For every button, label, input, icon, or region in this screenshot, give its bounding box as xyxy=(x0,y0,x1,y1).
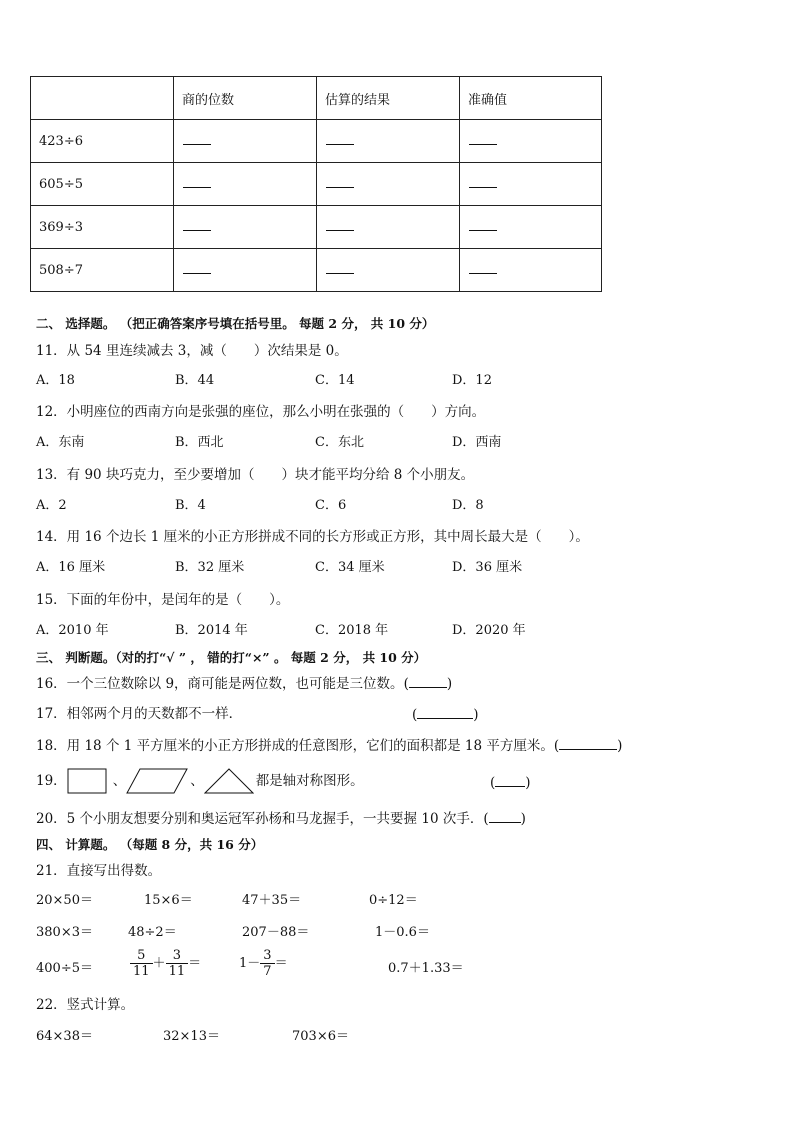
answer-blank[interactable] xyxy=(183,219,211,231)
calc-item: 0.7＋1.33＝ xyxy=(388,961,464,976)
denominator: 11 xyxy=(133,964,150,979)
answer-blank-cell[interactable] xyxy=(460,249,602,292)
calc-item: 400÷5＝ xyxy=(36,961,93,976)
operand: 1－ xyxy=(239,955,261,971)
option-a[interactable]: A．18 xyxy=(36,373,75,388)
answer-blank[interactable] xyxy=(326,262,354,274)
answer-blank-cell[interactable] xyxy=(317,206,460,249)
rectangle-shape-icon xyxy=(67,768,107,794)
answer-blank-cell[interactable] xyxy=(460,206,602,249)
equals: ＝ xyxy=(188,955,202,971)
calc-item: 32×13＝ xyxy=(163,1029,220,1044)
fraction-diff-expression xyxy=(239,948,288,979)
answer-blank-cell[interactable] xyxy=(317,120,460,163)
question-13: 13．有 90 块巧克力，至少要增加（ ）块才能平均分给 8 个小朋友。 xyxy=(36,467,475,483)
table-header-cell: 准确值 xyxy=(460,77,602,120)
numerator: 3 xyxy=(172,948,181,963)
answer-blank[interactable] xyxy=(183,262,211,274)
option-c[interactable]: C．14 xyxy=(315,373,355,388)
option-a[interactable]: A．2010 年 xyxy=(36,623,109,638)
paren-open: ( xyxy=(403,676,409,692)
calc-item: 703×6＝ xyxy=(292,1029,349,1044)
answer-blank[interactable] xyxy=(469,176,497,188)
answer-blank-cell[interactable] xyxy=(317,249,460,292)
answer-blank[interactable] xyxy=(495,773,525,787)
section-4-heading: 四、 计算题。 （每题 8 分，共 16 分） xyxy=(36,837,264,852)
fraction xyxy=(166,948,189,979)
question-11: 11．从 54 里连续减去 3，减（ ）次结果是 0。 xyxy=(36,343,348,359)
option-b[interactable]: B．32 厘米 xyxy=(175,560,245,575)
table-row xyxy=(31,120,602,163)
calc-item: 207－88＝ xyxy=(242,925,310,940)
paren-open: ( xyxy=(412,707,418,723)
option-c[interactable]: C．34 厘米 xyxy=(315,560,385,575)
table-expr-cell: 605÷5 xyxy=(31,163,174,206)
question-20-text: 20．5 个小朋友想要分别和奥运冠军孙杨和马龙握手，一共要握 10 次手． xyxy=(36,811,484,827)
option-c[interactable]: C．6 xyxy=(315,498,347,513)
table-row xyxy=(31,206,602,249)
option-d[interactable]: D．12 xyxy=(452,373,492,388)
fraction xyxy=(260,948,274,979)
fraction-sum-expression xyxy=(130,948,201,979)
table-row xyxy=(31,163,602,206)
calc-item: 48÷2＝ xyxy=(128,925,177,940)
paren-open: ( xyxy=(553,738,560,754)
question-22: 22．竖式计算。 xyxy=(36,997,135,1013)
table-header-cell: 估算的结果 xyxy=(317,77,460,120)
triangle-shape-icon xyxy=(204,768,254,794)
calc-item: 64×38＝ xyxy=(36,1029,93,1044)
question-12: 12．小明座位的西南方向是张强的座位，那么小明在张强的（ ）方向。 xyxy=(36,404,486,420)
answer-blank-cell[interactable] xyxy=(174,249,317,292)
table-header-cell: 商的位数 xyxy=(174,77,317,120)
answer-blank[interactable] xyxy=(326,219,354,231)
question-14: 14．用 16 个边长 1 厘米的小正方形拼成不同的长方形或正方形，其中周长最大是（ ）。 xyxy=(36,529,589,545)
paren-close: ) xyxy=(473,707,479,723)
paren-open: ( xyxy=(483,811,489,827)
calc-item: 1－0.6＝ xyxy=(375,925,430,940)
operator: ＋ xyxy=(152,955,166,971)
paren-close: ) xyxy=(520,811,526,827)
option-b[interactable]: B．西北 xyxy=(175,435,224,450)
question-17-answer xyxy=(412,705,479,724)
table-expr-cell: 423÷6 xyxy=(31,120,174,163)
question-19-text: 都是轴对称图形。 xyxy=(255,773,364,789)
answer-blank-cell[interactable] xyxy=(174,163,317,206)
option-b[interactable]: B．2014 年 xyxy=(175,623,248,638)
option-d[interactable]: D．36 厘米 xyxy=(452,560,523,575)
table-row xyxy=(31,249,602,292)
question-16-text: 16．一个三位数除以 9，商可能是两位数，也可能是三位数。 xyxy=(36,676,404,692)
paren-close: ) xyxy=(525,775,531,791)
option-d[interactable]: D．8 xyxy=(452,498,484,513)
question-17: 17．相邻两个月的天数都不一样． xyxy=(36,706,243,722)
option-c[interactable]: C．东北 xyxy=(315,435,364,450)
option-d[interactable]: D．西南 xyxy=(452,435,502,450)
paren-close: ) xyxy=(446,676,453,692)
calc-item: 47＋35＝ xyxy=(242,893,302,908)
calc-item: 380×3＝ xyxy=(36,925,93,940)
table-header-row xyxy=(31,77,602,120)
calc-item: 20×50＝ xyxy=(36,893,93,908)
paren-open: ( xyxy=(490,775,496,791)
answer-blank-cell[interactable] xyxy=(174,206,317,249)
question-15: 15．下面的年份中，是闰年的是（ ）。 xyxy=(36,592,290,608)
answer-blank[interactable] xyxy=(469,219,497,231)
question-19-answer xyxy=(490,773,531,792)
answer-blank[interactable] xyxy=(183,133,211,145)
separator: 、 xyxy=(190,773,204,789)
answer-blank-cell[interactable] xyxy=(460,120,602,163)
denominator: 7 xyxy=(263,964,272,979)
answer-blank[interactable] xyxy=(417,705,473,719)
option-a[interactable]: A．东南 xyxy=(36,435,85,450)
answer-blank[interactable] xyxy=(409,674,447,688)
question-19-number: 19． xyxy=(36,773,67,789)
answer-blank[interactable] xyxy=(469,133,497,145)
answer-blank[interactable] xyxy=(326,133,354,145)
answer-blank[interactable] xyxy=(183,176,211,188)
fraction xyxy=(130,948,153,979)
denominator: 11 xyxy=(168,964,186,979)
option-c[interactable]: C．2018 年 xyxy=(315,623,389,638)
answer-blank[interactable] xyxy=(326,176,354,188)
question-18 xyxy=(36,736,622,755)
answer-blank[interactable] xyxy=(559,736,617,750)
question-16 xyxy=(36,674,452,693)
option-b[interactable]: B．44 xyxy=(175,373,215,388)
numerator: 5 xyxy=(137,948,146,963)
separator: 、 xyxy=(112,773,127,789)
numerator: 3 xyxy=(263,948,272,963)
table-expr-cell: 369÷3 xyxy=(31,206,174,249)
question-19 xyxy=(36,766,364,796)
answer-blank-cell[interactable] xyxy=(460,163,602,206)
question-18-text: 18．用 18 个 1 平方厘米的小正方形拼成的任意图形，它们的面积都是 18 平方厘米。 xyxy=(36,738,554,754)
parallelogram-shape-icon xyxy=(126,768,188,794)
answer-table xyxy=(30,76,602,292)
option-b[interactable]: B．4 xyxy=(175,498,206,513)
equals: ＝ xyxy=(274,955,288,971)
question-21: 21．直接写出得数。 xyxy=(36,863,162,879)
answer-blank[interactable] xyxy=(489,809,521,823)
calc-item: 15×6＝ xyxy=(144,893,193,908)
paren-close: ) xyxy=(617,738,623,754)
answer-blank-cell[interactable] xyxy=(317,163,460,206)
section-3-heading: 三、 判断题。（对的打“√ ” ， 错的打“×” 。 每题 2 分， 共 10 分） xyxy=(36,650,427,665)
calc-item: 0÷12＝ xyxy=(369,893,418,908)
option-a[interactable]: A．2 xyxy=(36,498,67,513)
table-expr-cell: 508÷7 xyxy=(31,249,174,292)
answer-blank-cell[interactable] xyxy=(174,120,317,163)
option-d[interactable]: D．2020 年 xyxy=(452,623,526,638)
answer-blank[interactable] xyxy=(469,262,497,274)
section-2-heading: 二、 选择题。 （把正确答案序号填在括号里。 每题 2 分， 共 10 分） xyxy=(36,316,435,331)
option-a[interactable]: A．16 厘米 xyxy=(36,560,106,575)
question-20 xyxy=(36,809,526,828)
table-header-cell xyxy=(31,77,174,120)
